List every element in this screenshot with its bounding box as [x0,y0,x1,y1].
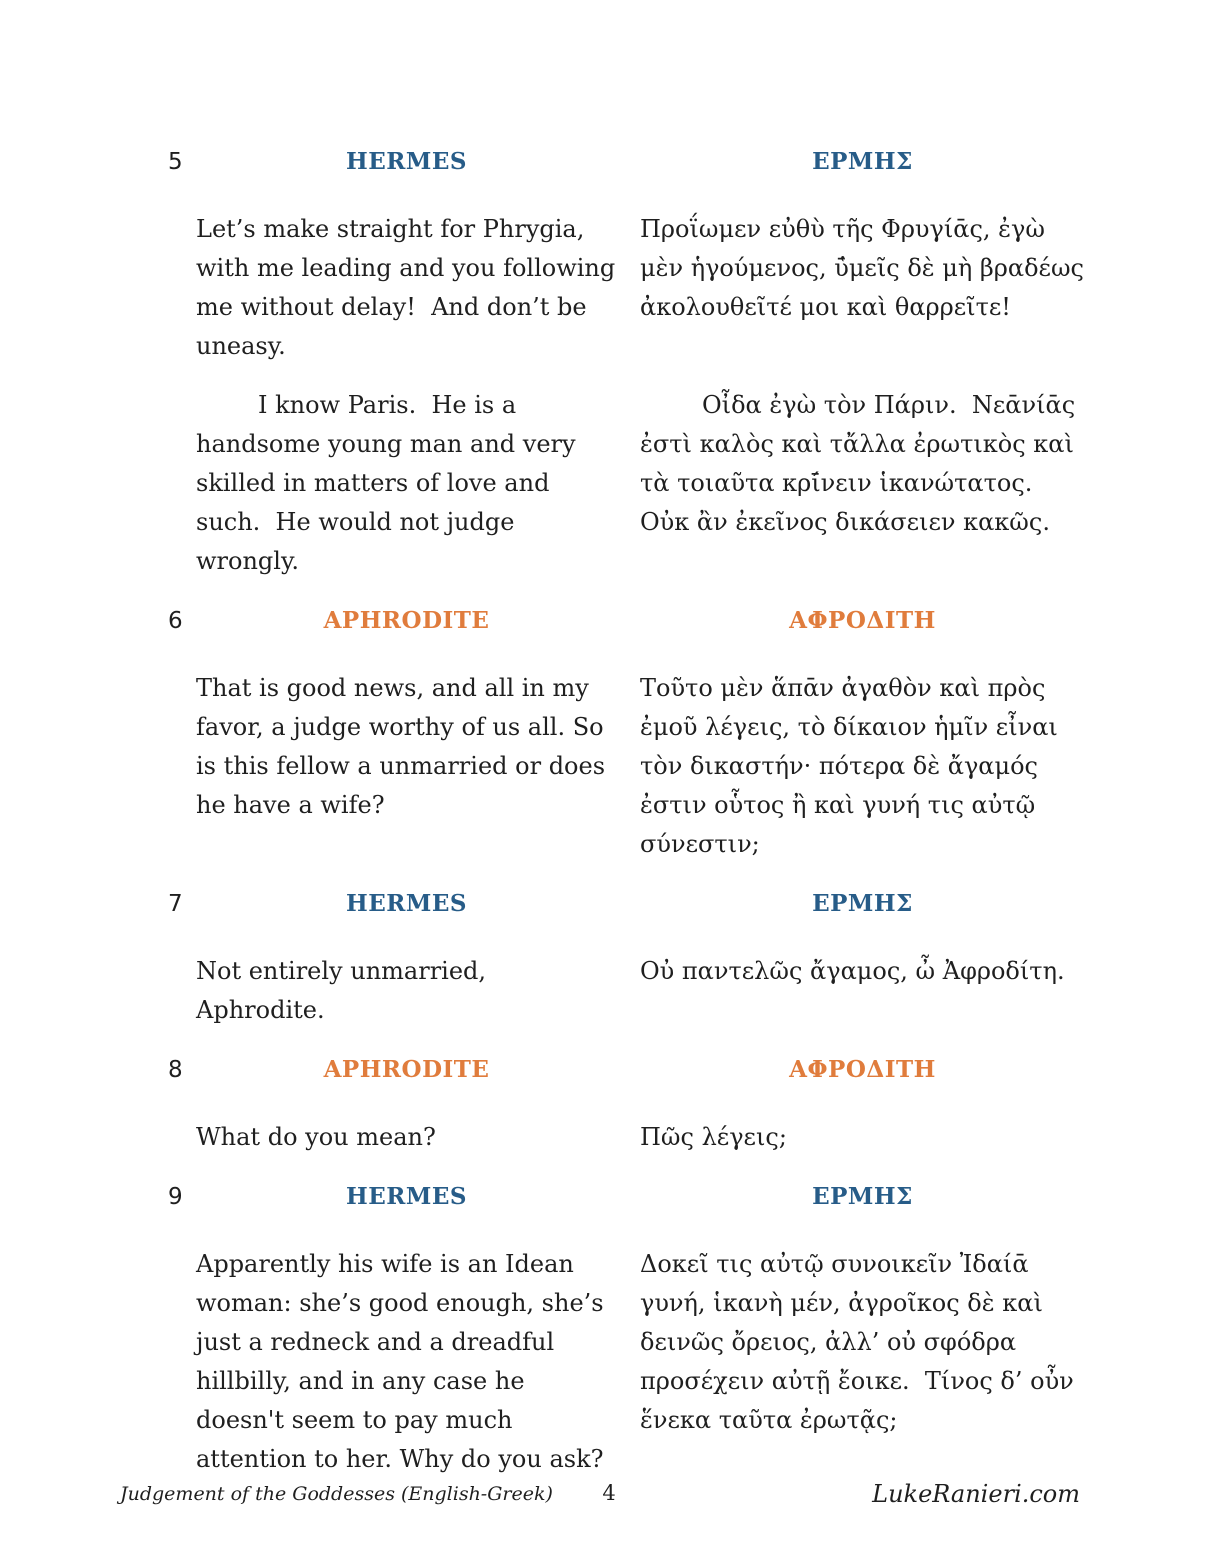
paragraph-pair [168,952,1094,1050]
speaker-name-english: APHRODITE [323,1056,490,1083]
paragraph-english: What do you mean? [196,1123,436,1151]
paragraph-english: Not entirely unmarried, Aphrodite. [196,957,487,1024]
section-7 [168,890,1094,1050]
section-6-header [168,607,1094,635]
paragraph-english: Let’s make straight for Phrygia, with me leading and you following me without delay! And don’t be uneasy. [196,215,616,360]
section-number: 6 [168,608,183,634]
speaker-name-greek: ΑΦΡΟΔΙΤΗ [789,607,936,634]
paragraph-pair [168,386,1094,601]
paragraph-greek: Προΐωμεν εὐθὺ τῆς Φρυγίᾱς, ἐγὼ μὲν ἡγούμενος, ῡ̔μεῖς δὲ μὴ βραδέως ἀκολουθεῖτέ μοι καὶ θαρρεῖτε! [640,215,1084,321]
speaker-name-greek: ΕΡΜΗΣ [812,1183,913,1210]
paragraph-greek: Πῶς λέγεις; [640,1123,787,1151]
page-number: 4 [602,1481,616,1505]
section-7-header [168,890,1094,918]
speaker-name-greek: ΕΡΜΗΣ [812,890,913,917]
paragraph-english: Apparently his wife is an Idean woman: she’s good enough, she’s just a redneck and a dreadful hillbilly, and in any case he doesn't seem to pay much attention to her. Why do you ask? [196,1250,604,1473]
section-8 [168,1056,1094,1177]
section-number: 8 [168,1057,183,1083]
speaker-name-english: HERMES [346,890,467,917]
section-number: 7 [168,891,183,917]
paragraph-english: That is good news, and all in my favor, a judge worthy of us all. So is this fellow a unmarried or does he have a wife? [196,674,606,819]
speaker-name-greek: ΑΦΡΟΔΙΤΗ [789,1056,936,1083]
footer-document-title: Judgement of the Goddesses (English-Greek) [120,1483,553,1505]
section-number: 9 [168,1184,183,1210]
paragraph-greek: Οἶδα ἐγὼ τὸν Πάριν. Νεᾱνίᾱς ἐστὶ καλὸς καὶ τἄλλα ἐρωτικὸς καὶ τὰ τοιαῦτα κρῑ́νειν ἱκανώτατος. Οὐκ ἂν ἐκεῖνος δικάσειεν κακῶς. [640,391,1076,536]
paragraph-pair [168,1245,1094,1499]
footer-website: LukeRanieri.com [872,1480,1080,1508]
section-number: 5 [168,149,183,175]
section-5-header [168,148,1094,176]
section-6 [168,607,1094,884]
paragraph-pair [168,669,1094,884]
paragraph-greek: Οὐ παντελῶς ἄγαμος, ὦ Ἀφροδίτη. [640,957,1065,985]
section-9 [168,1183,1094,1499]
section-9-header [168,1183,1094,1211]
speaker-name-english: HERMES [346,1183,467,1210]
speaker-name-greek: ΕΡΜΗΣ [812,148,913,175]
paragraph-pair [168,210,1094,386]
section-5 [168,148,1094,601]
paragraph-english: I know Paris. He is a handsome young man and very skilled in matters of love and such. He would not judge wrongly. [196,391,576,575]
speaker-name-english: HERMES [346,148,467,175]
speaker-name-english: APHRODITE [323,607,490,634]
paragraph-pair [168,1118,1094,1177]
paragraph-greek: Τοῦτο μὲν ἅπᾱν ἀγαθὸν καὶ πρὸς ἐμοῦ λέγεις, τὸ δίκαιον ἡμῖν εἶναι τὸν δικαστήν· πότερα δὲ ἄγαμός ἐστιν οὗτος ἢ καὶ γυνή τις αὐτῷ σύνεστιν; [640,674,1058,858]
section-8-header [168,1056,1094,1084]
paragraph-greek: Δοκεῖ τις αὐτῷ συνοικεῖν Ἰδαίᾱ γυνή, ἱκανὴ μέν, ἀγροῖκος δὲ καὶ δεινῶς ὄρειος, ἀλλ’ οὐ σφόδρα προσέχειν αὐτῇ ἔοικε. Τίνος δ’ οὖν ἕνεκα ταῦτα ἐρωτᾷς; [640,1250,1074,1434]
